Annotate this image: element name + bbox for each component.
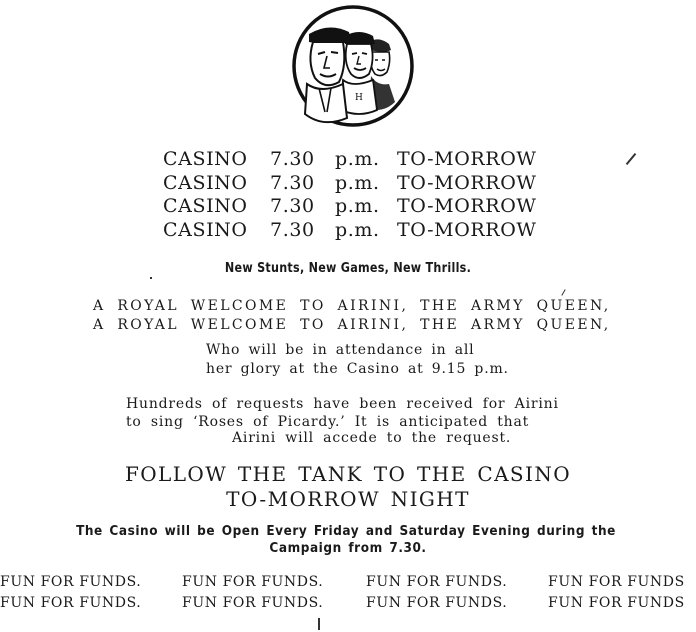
- casino-line: [163, 219, 563, 243]
- casino-time: 7.30: [270, 195, 315, 217]
- requests-line: Hundreds of requests have been received for Airini: [126, 396, 559, 412]
- fun-for-funds-item: FUN FOR FUNDS.: [0, 595, 142, 611]
- fun-for-funds-row: [0, 574, 696, 592]
- fun-for-funds-item: FUN FOR FUNDS.: [366, 595, 508, 611]
- casino-time: 7.30: [270, 218, 315, 241]
- casino-repeat-block: [163, 148, 563, 242]
- print-speck: [150, 277, 152, 279]
- casino-when: TO-MORROW: [397, 195, 537, 217]
- print-speck: [561, 289, 565, 296]
- casino-suffix: p.m.: [335, 148, 380, 170]
- casino-time: 7.30: [270, 148, 315, 170]
- fun-for-funds-item: FUN FOR FUNDS.: [366, 574, 508, 590]
- svg-text:H: H: [355, 93, 363, 103]
- follow-headline: FOLLOW THE TANK TO THE CASINO: [124, 462, 572, 486]
- casino-line: [163, 195, 563, 219]
- casino-place: CASINO: [163, 148, 248, 170]
- royal-welcome-line: A ROYAL WELCOME TO AIRINI, THE ARMY QUEEN,: [93, 298, 611, 314]
- print-speck: [318, 618, 320, 630]
- casino-place: CASINO: [163, 218, 248, 241]
- print-speck: [626, 153, 637, 165]
- requests-line: Airini will accede to the request.: [232, 430, 512, 446]
- fun-for-funds-item: FUN FOR FUNDS.: [182, 595, 324, 611]
- open-notice-line: Campaign from 7.30.: [269, 541, 427, 556]
- fun-for-funds-row: [0, 595, 696, 613]
- royal-welcome-line: A ROYAL WELCOME TO AIRINI, THE ARMY QUEEN,: [93, 317, 611, 333]
- casino-when: TO-MORROW: [397, 218, 537, 241]
- soldiers-emblem-icon: [291, 4, 415, 128]
- casino-suffix: p.m.: [335, 195, 380, 217]
- casino-place: CASINO: [163, 195, 248, 217]
- casino-when: TO-MORROW: [397, 171, 537, 194]
- follow-headline: TO-MORROW NIGHT: [226, 487, 470, 511]
- casino-time: 7.30: [270, 171, 315, 194]
- attendance-line: her glory at the Casino at 9.15 p.m.: [206, 361, 509, 377]
- fun-for-funds-item: FUN FOR FUNDS.: [0, 574, 142, 590]
- casino-when: TO-MORROW: [397, 148, 537, 170]
- stunts-tagline: New Stunts, New Games, New Thrills.: [224, 261, 472, 276]
- casino-place: CASINO: [163, 171, 248, 194]
- open-notice-line: The Casino will be Open Every Friday and Saturday Evening during the: [76, 524, 616, 539]
- casino-suffix: p.m.: [335, 218, 380, 241]
- casino-suffix: p.m.: [335, 171, 380, 194]
- attendance-line: Who will be in attendance in all: [206, 342, 475, 358]
- casino-line: [163, 148, 563, 172]
- fun-for-funds-item: FUN FOR FUNDS: [548, 595, 685, 611]
- casino-line: [163, 172, 563, 196]
- fun-for-funds-item: FUN FOR FUNDS: [548, 574, 685, 590]
- requests-line: to sing ‘Roses of Picardy.’ It is anticipated that: [126, 414, 530, 430]
- fun-for-funds-item: FUN FOR FUNDS.: [182, 574, 324, 590]
